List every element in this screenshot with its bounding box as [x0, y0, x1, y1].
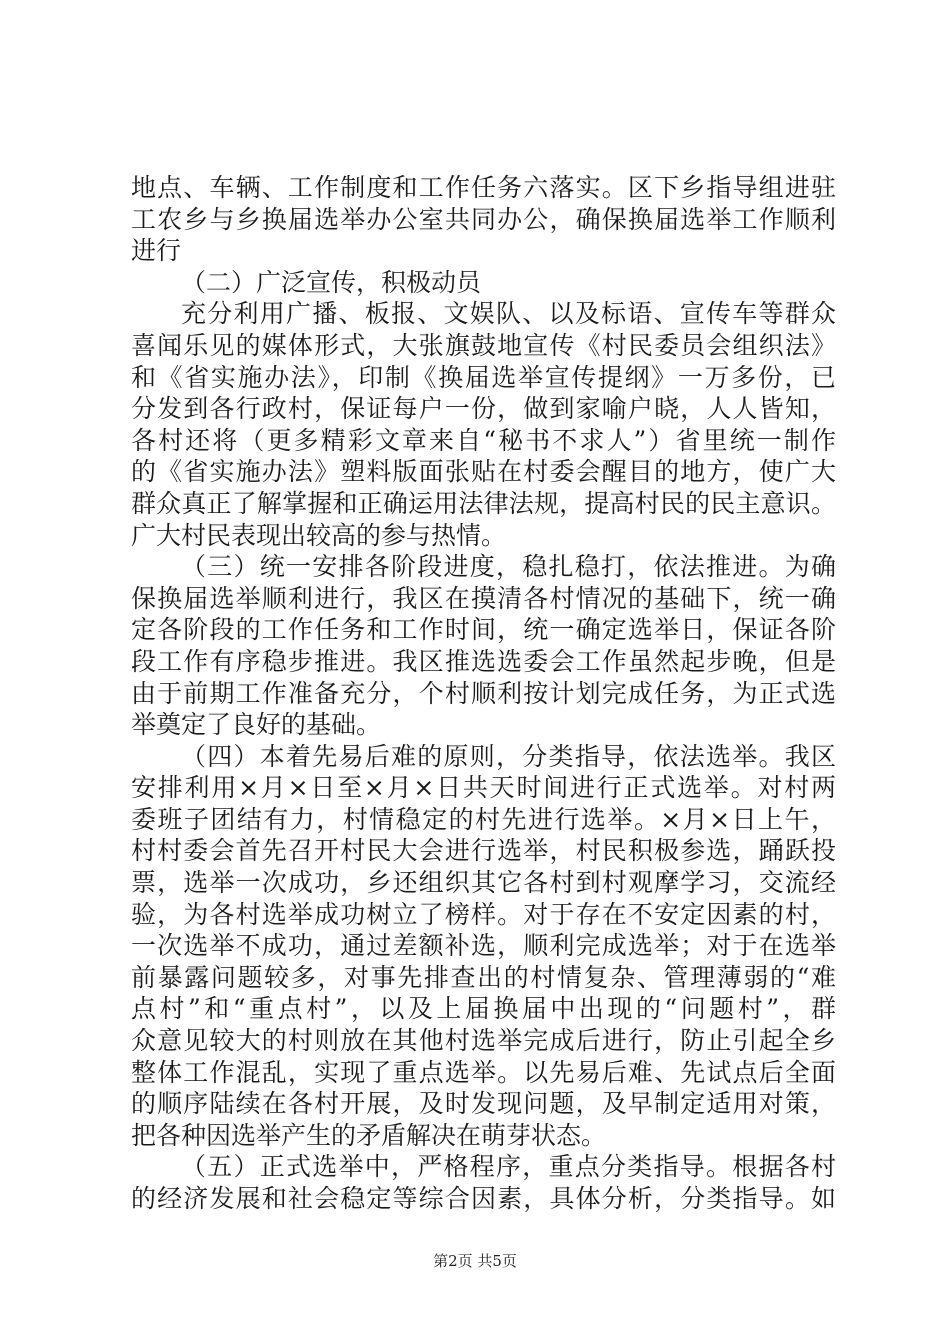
section-heading: （三）统一安排各阶段进度，稳扎稳打，依法推进。为确 — [181, 552, 836, 582]
text-line: 一次选举不成功，通过差额补选，顺利完成选举；对于在选举 — [131, 931, 836, 961]
section-heading: （四）本着先易后难的原则，分类指导，依法选举。我区 — [181, 741, 836, 771]
text-line: 安排利用×月×日至×月×日共天时间进行正式选举。对村两 — [131, 773, 836, 803]
page-number-footer: 第2页 共5页 — [433, 1252, 517, 1270]
text-line: 整体工作混乱，实现了重点选举。以先易后难、先试点后全面 — [131, 1057, 836, 1087]
text-line: 把各种因选举产生的矛盾解决在萌芽状态。 — [131, 1120, 607, 1150]
text-line: 分发到各行政村，保证每户一份，做到家喻户晓，人人皆知， — [131, 394, 836, 424]
text-line: 定各阶段的工作任务和工作时间，统一确定选举日，保证各阶 — [131, 615, 836, 645]
text-line: 点村”和“重点村”，以及上届换届中出现的“问题村”，群 — [131, 994, 836, 1024]
text-line: 验，为各村选举成功树立了榜样。对于存在不安定因素的村， — [131, 899, 836, 929]
text-line: 众意见较大的村则放在其他村选举完成后进行，防止引起全乡 — [131, 1026, 836, 1056]
text-line: 群众真正了解掌握和正确运用法律法规，提高村民的民主意识。 — [131, 488, 836, 518]
text-line: 的顺序陆续在各村开展，及时发现问题，及早制定适用对策， — [131, 1089, 836, 1119]
text-line: 由于前期工作准备充分，个村顺利按计划完成任务，为正式选 — [131, 678, 836, 708]
text-line: 前暴露问题较多，对事先排查出的村情复杂、管理薄弱的“难 — [131, 962, 836, 992]
text-line: 段工作有序稳步推进。我区推选选委会工作虽然起步晚，但是 — [131, 646, 836, 676]
text-line: 委班子团结有力，村情稳定的村先进行选举。×月×日上午， — [131, 804, 836, 834]
text-line: 村村委会首先召开村民大会进行选举，村民积极参选，踊跃投 — [131, 836, 836, 866]
text-line: 保换届选举顺利进行，我区在摸清各村情况的基础下，统一确 — [131, 583, 836, 613]
text-line: 和《省实施办法》，印制《换届选举宣传提纲》一万多份，已 — [131, 362, 836, 392]
section-heading: （五）正式选举中，严格程序，重点分类指导。根据各村 — [181, 1152, 836, 1182]
text-line: 工农乡与乡换届选举办公室共同办公，确保换届选举工作顺利 — [131, 204, 836, 234]
text-line: 各村还将（更多精彩文章来自“秘书不求人”）省里统一制作 — [131, 425, 836, 455]
text-line: 地点、车辆、工作制度和工作任务六落实。区下乡指导组进驻 — [131, 173, 836, 202]
text-line: 喜闻乐见的媒体形式，大张旗鼓地宣传《村民委员会组织法》 — [131, 330, 836, 360]
text-line: 的经济发展和社会稳定等综合因素，具体分析，分类指导。如 — [131, 1184, 836, 1213]
text-line: 举奠定了良好的基础。 — [131, 710, 382, 740]
document-body — [131, 172, 836, 1215]
text-line: 票，选举一次成功，乡还组织其它各村到村观摩学习，交流经 — [131, 868, 836, 898]
text-line: 进行 — [131, 236, 182, 266]
section-heading: （二）广泛宣传，积极动员 — [181, 267, 482, 297]
text-line: 充分利用广播、板报、文娱队、以及标语、宣传车等群众 — [181, 299, 836, 329]
text-line: 广大村民表现出较高的参与热情。 — [131, 520, 507, 550]
text-line: 的《省实施办法》塑料版面张贴在村委会醒目的地方，使广大 — [131, 457, 836, 487]
